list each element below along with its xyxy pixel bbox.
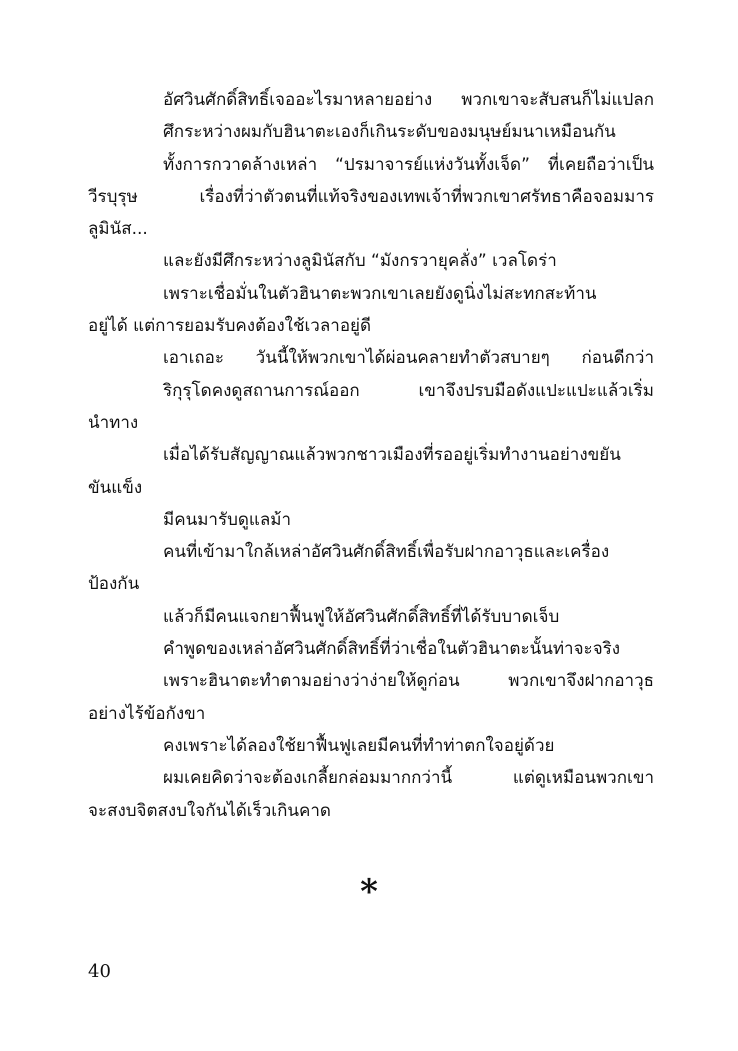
- text-line: แล้วก็มีคนแจกยาฟื้นฟูให้อัศวินศักดิ์สิทธิ์ที่ได้รับบาดเจ็บ: [163, 606, 560, 627]
- text-line: วีรบุรุษ เรื่องที่ว่าตัวตนที่แท้จริงของเทพเจ้าที่พวกเขาศรัทธาคือจอมมาร: [88, 186, 654, 207]
- page-number: 40: [88, 961, 111, 982]
- text-line: คำพูดของเหล่าอัศวินศักดิ์สิทธิ์ที่ว่าเชื่อในตัวฮินาตะนั้นท่าจะจริง: [163, 639, 621, 660]
- section-separator: *: [360, 872, 378, 912]
- text-line: เพราะเชื่อมั่นในตัวฮินาตะพวกเขาเลยยังดูนิ่งไม่สะทกสะท้าน: [163, 283, 597, 304]
- text-line: มีคนมารับดูแลม้า: [163, 509, 292, 530]
- text-line: ป้องกัน: [88, 574, 140, 595]
- text-line: ผมเคยคิดว่าจะต้องเกลี้ยกล่อมมากกว่านี้ แต่ดูเหมือนพวกเขา: [163, 768, 654, 789]
- text-line: นำทาง: [88, 412, 139, 433]
- text-line: ทั้งการกวาดล้างเหล่า “ปรมาจารย์แห่งวันทั้งเจ็ด” ที่เคยถือว่าเป็น: [163, 154, 654, 175]
- text-line: และยังมีศึกระหว่างลูมินัสกับ “มังกรวายุคลั่ง” เวลโดร่า: [163, 251, 557, 272]
- text-line: เมื่อได้รับสัญญาณแล้วพวกชาวเมืองที่รออยู่เริ่มทำงานอย่างขยัน: [163, 445, 621, 466]
- text-line: คงเพราะได้ลองใช้ยาฟื้นฟูเลยมีคนที่ทำท่าตกใจอยู่ด้วย: [163, 735, 555, 756]
- text-line: อัศวินศักดิ์สิทธิ์เจออะไรมาหลายอย่าง พวกเขาจะสับสนก็ไม่แปลก: [163, 90, 654, 110]
- text-line: ขันแข็ง: [88, 477, 143, 498]
- body-text: [88, 84, 654, 827]
- text-line: อยู่ได้ แต่การยอมรับคงต้องใช้เวลาอยู่ดี: [88, 316, 372, 337]
- text-line: เพราะฮินาตะทำตามอย่างว่าง่ายให้ดูก่อน พวกเขาจึงฝากอาวุธ: [163, 671, 654, 692]
- text-line: คนที่เข้ามาใกล้เหล่าอัศวินศักดิ์สิทธิ์เพื่อรับฝากอาวุธและเครื่อง: [163, 542, 610, 563]
- text-line: อย่างไร้ข้อกังขา: [88, 703, 206, 724]
- text-line: ลูมินัส...: [88, 219, 148, 240]
- text-line: เอาเถอะ วันนี้ให้พวกเขาได้ผ่อนคลายทำตัวสบายๆ ก่อนดีกว่า: [163, 348, 654, 369]
- text-line: ริกุรุโดคงดูสถานการณ์ออก เขาจึงปรบมือดังแปะแปะแล้วเริ่ม: [163, 380, 654, 401]
- text-line: ศึกระหว่างผมกับฮินาตะเองก็เกินระดับของมนุษย์มนาเหมือนกัน: [163, 122, 616, 143]
- text-line: จะสงบจิตสงบใจกันได้เร็วเกินคาด: [88, 800, 331, 821]
